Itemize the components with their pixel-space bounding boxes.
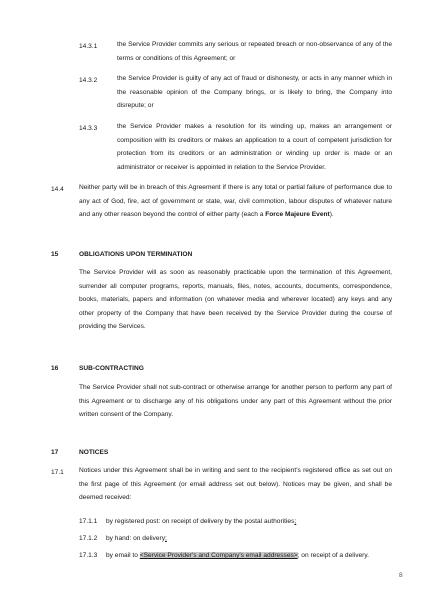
- clause-text: by registered post: on receipt of delivery by the postal authorities;: [106, 518, 297, 525]
- section-number: 17: [51, 449, 59, 456]
- clause-text: by email to <Service Provider's and Company's email addresses>; on receipt of a delivery.: [106, 552, 369, 559]
- clause-text: Notices under this Agreement shall be in writing and sent to the recipient's registered office as set out on the first page of this Agreement (or email address set out below). Notices may be given, and shall be deemed received:: [79, 467, 392, 502]
- section-number: 16: [51, 365, 59, 372]
- clause-number: 17.1.1: [79, 518, 98, 525]
- section-paragraph: The Service Provider will as soon as reasonably practicable upon the termination of this Agreement, surrender all computer programs, reports, manuals, files, notes, accounts, documents, correspondence, books, materials, papers and information (on whatever media and wherever located) any keys and any other property of the Company that have been received by the Service Provider during the course of providing the Services.: [79, 269, 392, 331]
- clause-number: 14.3.2: [79, 77, 98, 84]
- section-heading: SUB-CONTRACTING: [79, 365, 144, 372]
- section-number: 15: [51, 251, 59, 258]
- clause-text: the Service Provider commits any serious or repeated breach or non-observance of any of the terms or conditions of this Agreement; or: [117, 41, 392, 62]
- clause-text: the Service Provider is guilty of any act of fraud or dishonesty, or acts in any manner which in the reasonable opinion of the Company brings, or is likely to bring, the Company into disrepute; or: [117, 75, 392, 110]
- email-placeholder: <Service Provider's and Company's email addresses>: [139, 552, 298, 559]
- clause-text: Neither party will be in breach of this Agreement if there is any total or partial failure of performance due to any act of God, fire, act of government or state, war, civil commotion, labour disputes of whatever nature and any other reason beyond the control of either party (each a Force Majeure Event).: [79, 184, 392, 219]
- section-heading: OBLIGATIONS UPON TERMINATION: [79, 251, 193, 258]
- clause-text: the Service Provider makes a resolution for its winding up, makes an arrangement or composition with its creditors or makes an application to a court of competent jurisdiction for protection from its creditors or an administration or winding up order is made or an administrator or receiver is appointed in relation to the Service Provider.: [117, 123, 392, 171]
- clause-number: 17.1.3: [79, 552, 98, 559]
- defined-term: Force Majeure Event: [265, 211, 330, 219]
- clause-number: 14.4: [51, 186, 64, 193]
- clause-number: 14.3.3: [79, 125, 98, 132]
- clause-text: by hand: on delivery;: [106, 535, 167, 542]
- clause-number: 17.1: [51, 469, 64, 476]
- clause-number: 14.3.1: [79, 43, 98, 50]
- section-paragraph: The Service Provider shall not sub-contract or otherwise arrange for another person to perform any part of this Agreement or to discharge any of his obligations under any part of this Agreement without the prior written consent of the Company.: [79, 384, 392, 419]
- clause-number: 17.1.2: [79, 535, 98, 542]
- page-number: 8: [399, 572, 403, 579]
- section-heading: NOTICES: [79, 449, 109, 456]
